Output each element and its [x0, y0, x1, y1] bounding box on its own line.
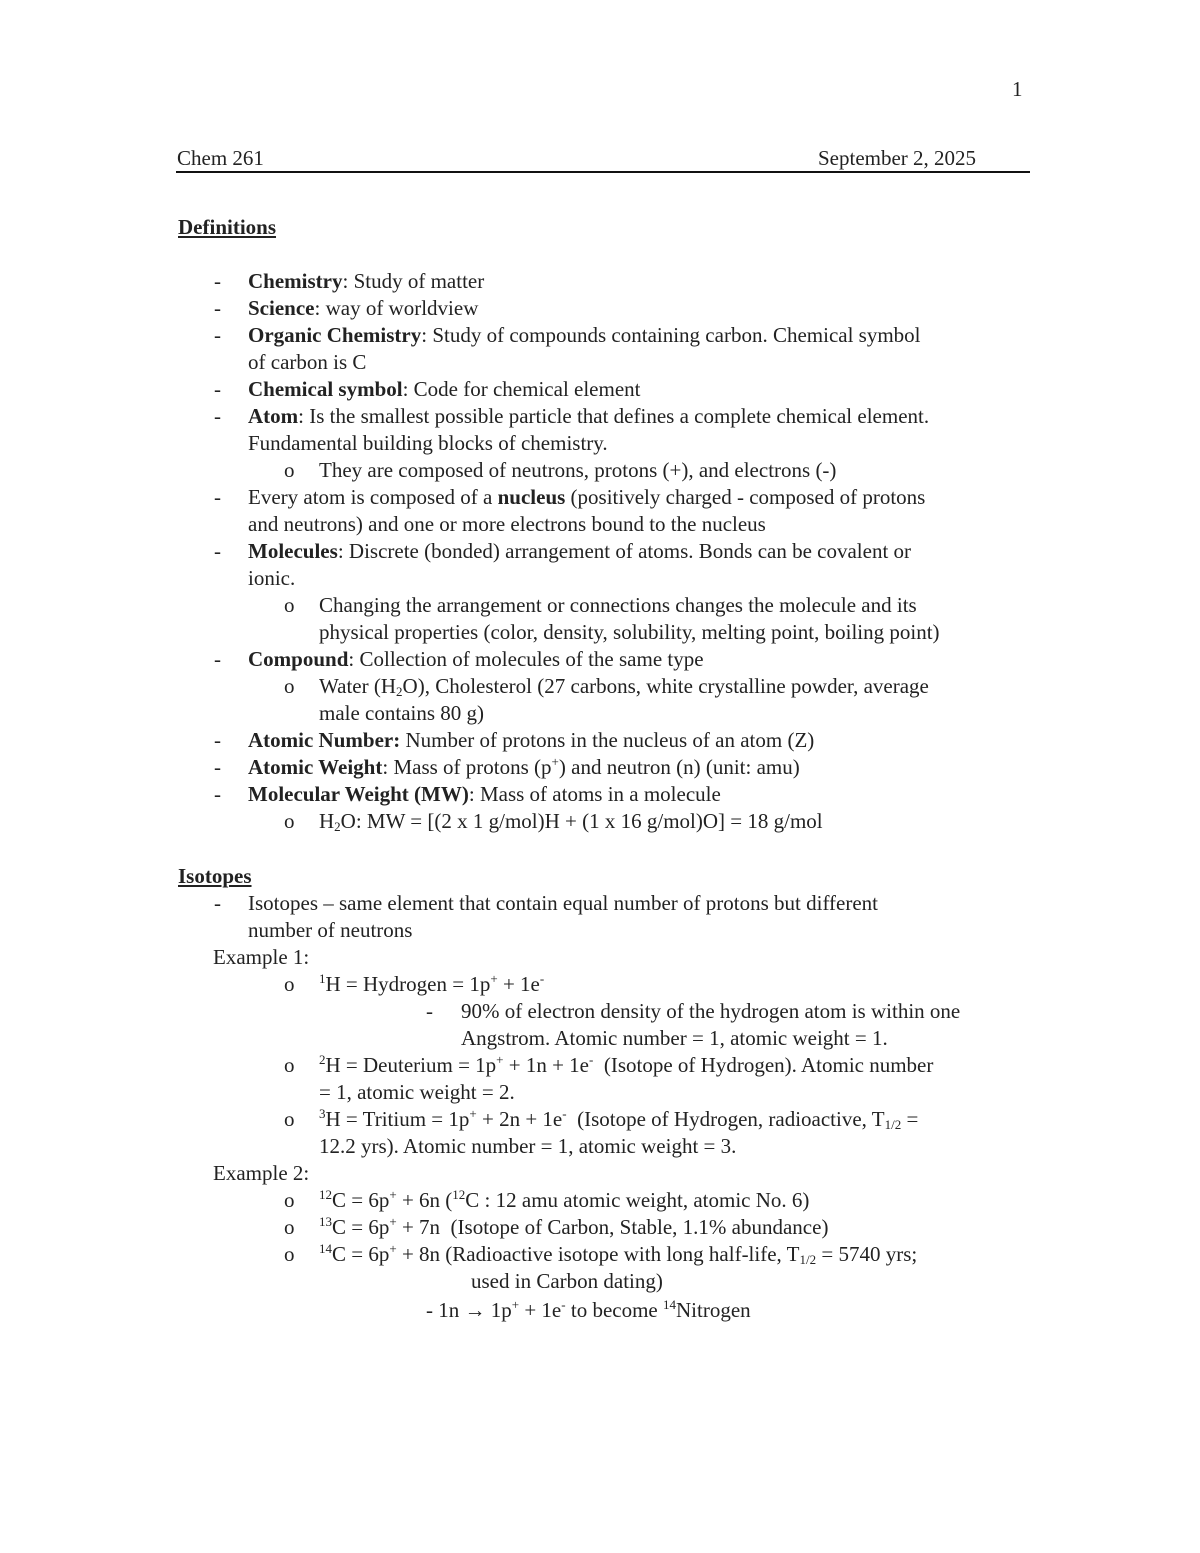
definition-atom: Atom: Is the smallest possible particle that defines a complete chemical element. — [248, 404, 930, 428]
definition-science: Science: way of worldview — [248, 296, 479, 320]
molecular-weight-example: $H_2O$: MW = [(2 x 1 g/mol)H + (1 x 16 g/mol)O] = 18 g/mol — [319, 809, 823, 834]
bullet-dash: - — [214, 269, 221, 293]
bullet-dash: - — [426, 999, 433, 1023]
bullet-o: o — [284, 458, 295, 482]
bullet-dash: - — [214, 891, 221, 915]
bullet-o: o — [284, 1242, 295, 1266]
example-2-label: Example 2: — [213, 1161, 310, 1185]
bullet-o: o — [284, 674, 295, 698]
isotopes-heading: Isotopes — [178, 864, 252, 888]
definition-nucleus: Every atom is composed of a nucleus (positively charged - composed of protons — [248, 485, 926, 509]
bullet-dash: - — [214, 647, 221, 671]
bullet-dash: - — [214, 782, 221, 806]
isotope-carbon-14: $^{14}$C = 6p+ + 8n (Radioactive isotope with long half-life, $T_{1/2} = 5740$ yrs; — [319, 1241, 918, 1267]
course-title: Chem 261 — [177, 146, 264, 170]
header-rule — [176, 171, 1030, 173]
page-number: 1 — [1012, 77, 1023, 101]
definition-molecules: Molecules: Discrete (bonded) arrangement of atoms. Bonds can be covalent or — [248, 539, 912, 563]
bullet-o: o — [284, 972, 295, 996]
bullet-dash: - — [214, 404, 221, 428]
hydrogen-note-cont: Angstrom. Atomic number = 1, atomic weight = 1. — [461, 1026, 888, 1050]
hydrogen-note: 90% of electron density of the hydrogen atom is within one — [461, 999, 961, 1023]
bullet-dash: - — [214, 485, 221, 509]
isotopes-definition-cont: number of neutrons — [248, 918, 413, 942]
definition-nucleus-cont: and neutrons) and one or more electrons bound to the nucleus — [248, 512, 766, 536]
bullet-o: o — [284, 809, 295, 833]
definitions-heading: Definitions — [178, 215, 277, 239]
isotope-tritium: $^3$H = Tritium = 1p+ + 2n + 1e- (Isotope of Hydrogen, radioactive, $T_{1/2}$ = — [319, 1106, 919, 1132]
molecules-sub-point-cont: physical properties (color, density, solubility, melting point, boiling point) — [319, 620, 940, 644]
bullet-dash: - — [214, 296, 221, 320]
definition-chemistry: Chemistry: Study of matter — [248, 269, 485, 293]
isotopes-definition: Isotopes – same element that contain equal number of protons but different — [248, 891, 879, 915]
bullet-o: o — [284, 1053, 295, 1077]
definition-organic-chemistry-cont: of carbon is C — [248, 350, 367, 374]
bullet-dash: - — [214, 323, 221, 347]
isotope-deuterium: $^2$H = Deuterium = 1p+ + 1n + 1e- (Isotope of Hydrogen). Atomic number — [319, 1052, 934, 1077]
isotope-carbon-12: $^{12}$C = 6p+ + 6n ($^{12}$C : 12 amu atomic weight, atomic No. 6) — [319, 1187, 810, 1212]
definition-atom-cont: Fundamental building blocks of chemistry. — [248, 431, 608, 455]
isotope-carbon-13: $^{13}$C = 6p+ + 7n (Isotope of Carbon, Stable, 1.1% abundance) — [319, 1214, 829, 1239]
lecture-date: September 2, 2025 — [818, 146, 977, 170]
isotope-hydrogen: $^1$H = Hydrogen = 1p+ + 1e- — [319, 971, 545, 996]
definition-atomic-weight: Atomic Weight: Mass of protons (p+) and neutron (n) (unit: amu) — [248, 754, 800, 779]
definition-chemical-symbol: Chemical symbol: Code for chemical element — [248, 377, 641, 401]
definition-atomic-number: Atomic Number: Number of protons in the nucleus of an atom (Z) — [248, 728, 815, 752]
compound-example-cont: male contains 80 g) — [319, 701, 485, 725]
bullet-o: o — [284, 1107, 295, 1131]
isotope-deuterium-cont: = 1, atomic weight = 2. — [319, 1080, 515, 1104]
bullet-dash: - — [214, 755, 221, 779]
definition-compound: Compound: Collection of molecules of the same type — [248, 647, 704, 671]
definition-molecules-cont: ionic. — [248, 566, 296, 590]
definition-organic-chemistry: Organic Chemistry: Study of compounds containing carbon. Chemical symbol — [248, 323, 921, 347]
definition-molecular-weight: Molecular Weight (MW): Mass of atoms in a molecule — [248, 782, 721, 806]
bullet-o: o — [284, 593, 295, 617]
bullet-o: o — [284, 1215, 295, 1239]
isotope-carbon-14-cont: used in Carbon dating) — [471, 1269, 663, 1293]
bullet-dash: - — [214, 377, 221, 401]
compound-example: Water $(H_2O)$, Cholesterol (27 carbons, white crystalline powder, average — [319, 674, 929, 699]
example-1-label: Example 1: — [213, 945, 310, 969]
atom-sub-point: They are composed of neutrons, protons (+), and electrons (-) — [319, 458, 837, 482]
bullet-o: o — [284, 1188, 295, 1212]
bullet-dash: - — [214, 728, 221, 752]
molecules-sub-point: Changing the arrangement or connections changes the molecule and its — [319, 593, 917, 617]
bullet-dash: - — [214, 539, 221, 563]
isotope-tritium-cont: 12.2 yrs). Atomic number = 1, atomic weight = 3. — [319, 1134, 737, 1158]
carbon-14-decay: - 1n → 1p+ + 1e- to become $^{14}$Nitrogen — [426, 1297, 751, 1322]
